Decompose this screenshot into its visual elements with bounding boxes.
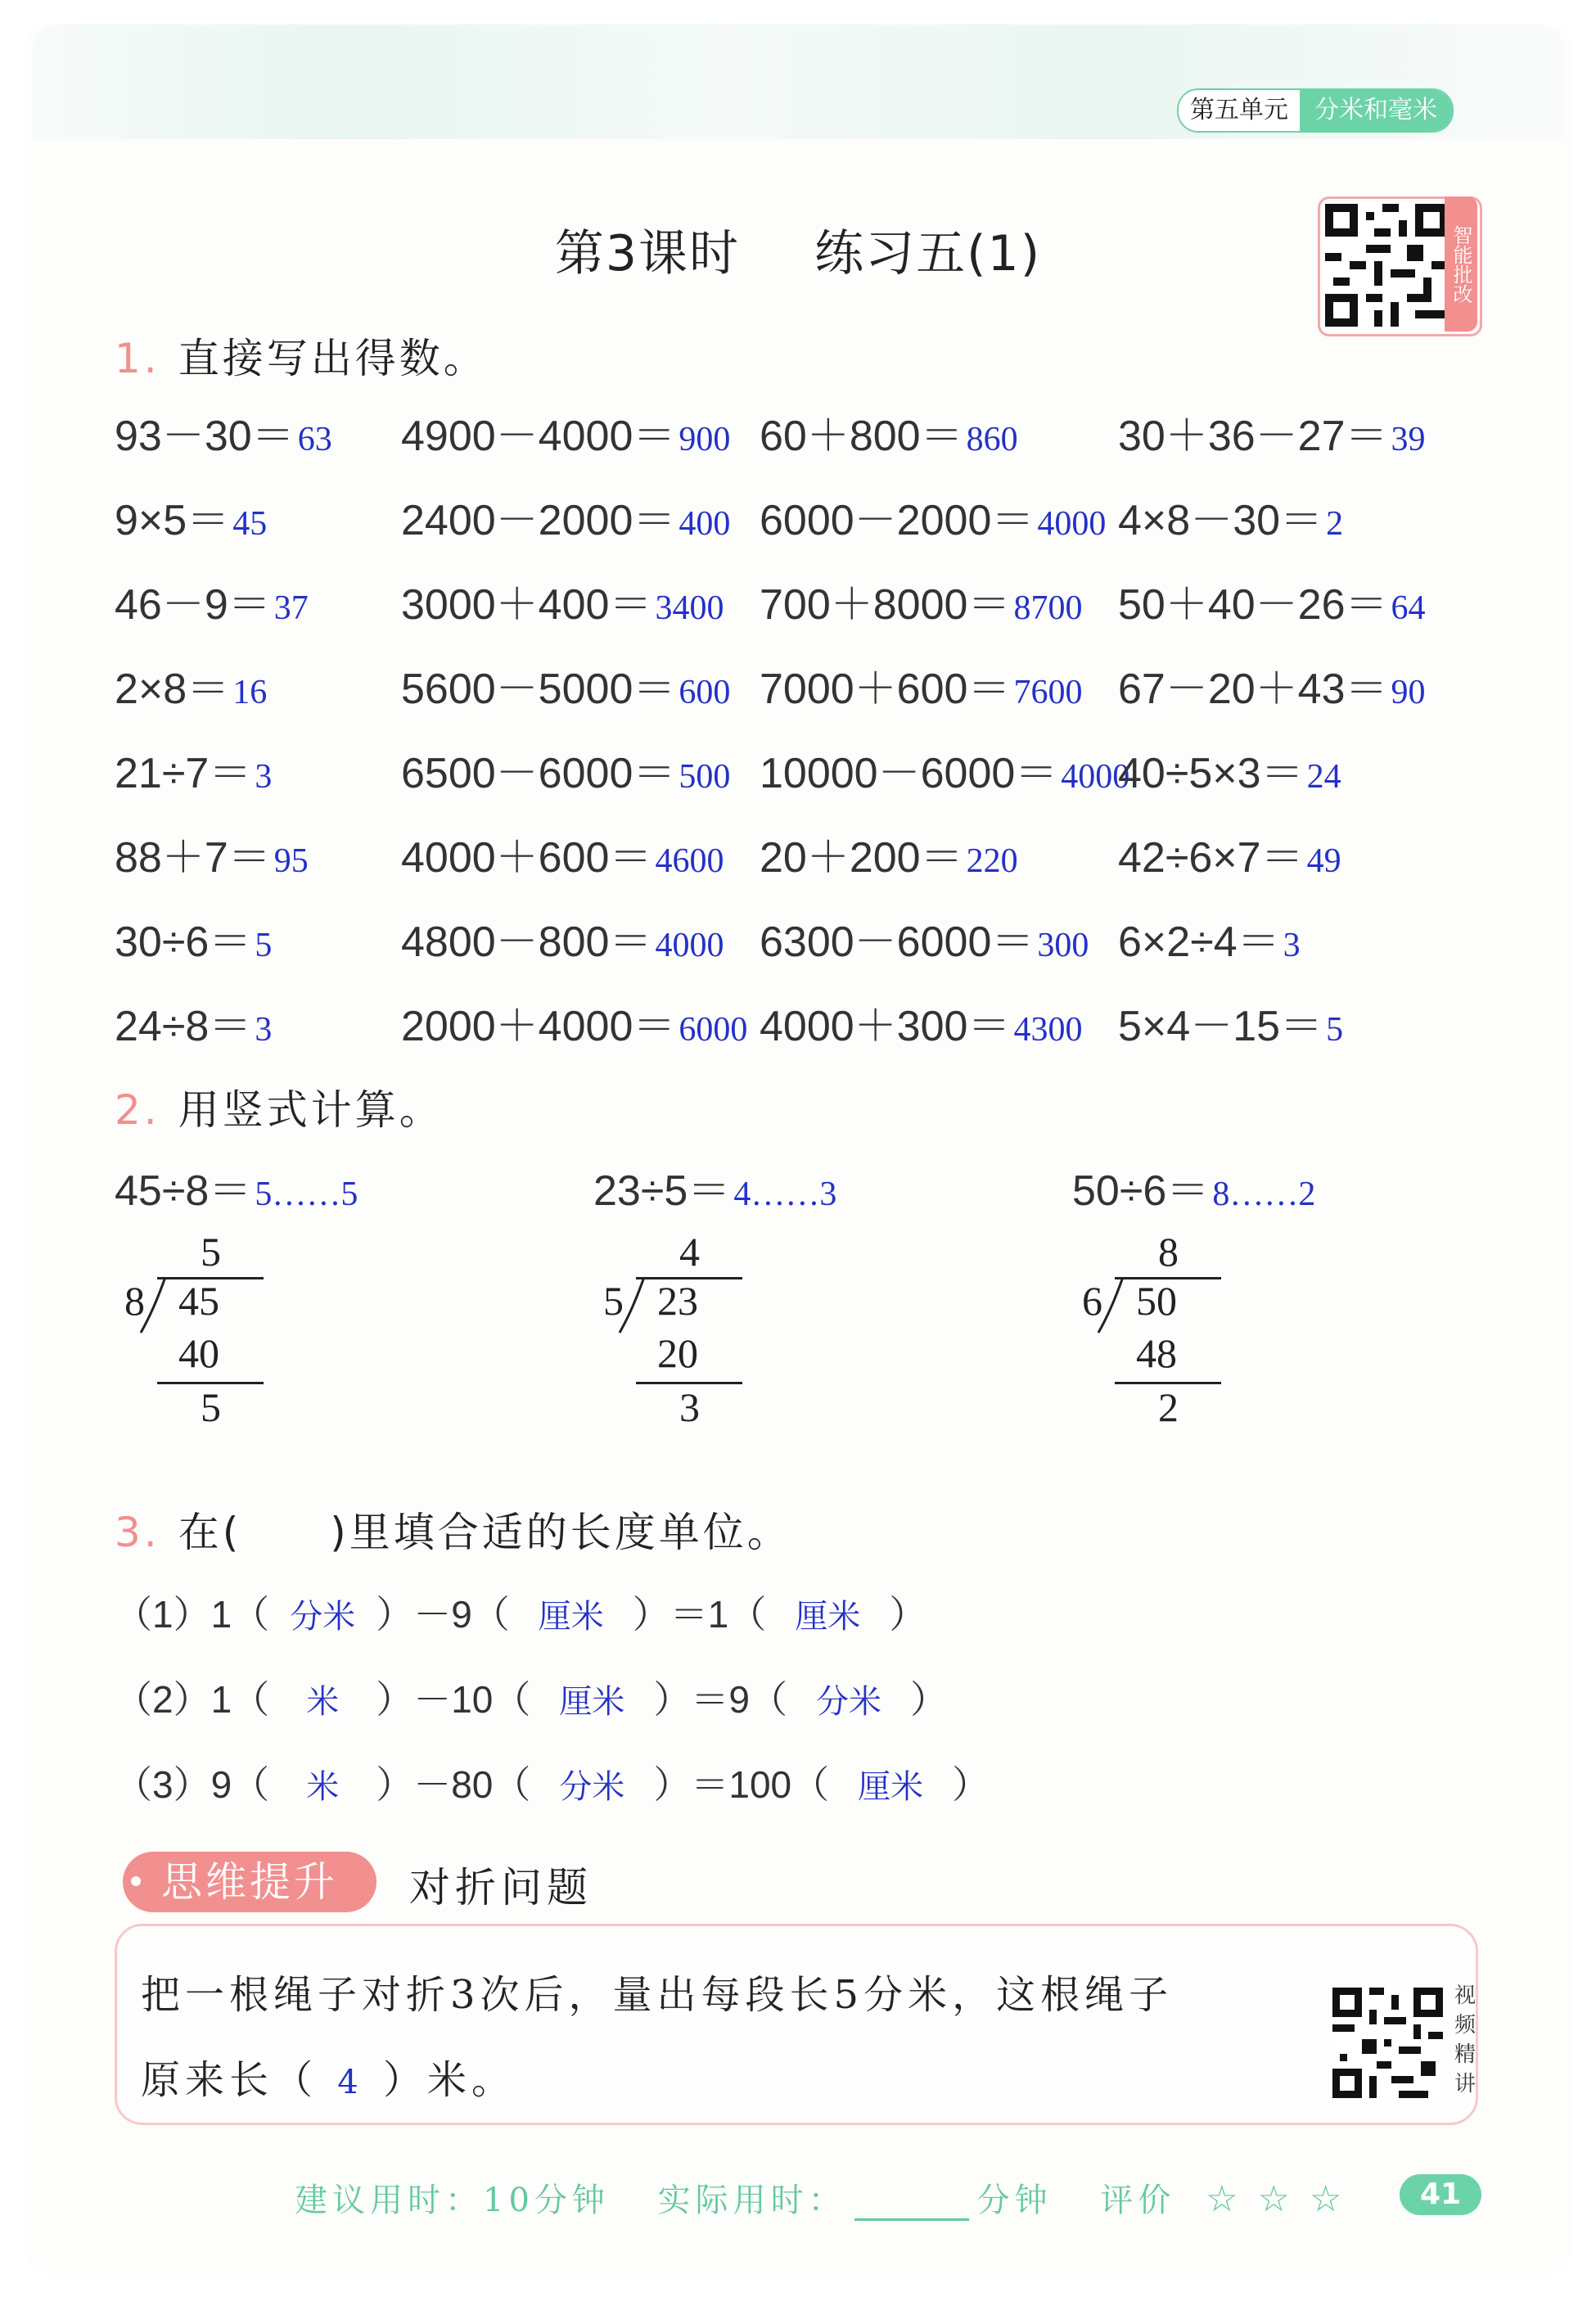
equation-answer[interactable]: 900 [679, 421, 731, 458]
equation-answer[interactable]: 6000 [679, 1011, 748, 1049]
divisor: 5 [603, 1278, 624, 1324]
quotient: 5 [201, 1229, 221, 1275]
equation-item [401, 907, 724, 968]
long-division [123, 1228, 286, 1441]
equation-answer[interactable]: 4300 [1013, 1011, 1083, 1049]
star-icon[interactable]: ☆ [1309, 2178, 1347, 2220]
item-text: ）－9（ [376, 1593, 510, 1636]
equation-item [401, 570, 724, 631]
item-text: 1（ [210, 1678, 270, 1721]
equation-expression: 60＋800＝ [760, 413, 963, 460]
equation-answer[interactable]: 300 [1037, 927, 1089, 964]
video-qr-code-icon[interactable] [1332, 1988, 1443, 2098]
equation-expression: 6300－6000＝ [760, 918, 1035, 966]
item-text: 9（ [210, 1763, 270, 1806]
equation-expression: 10000－6000＝ [760, 750, 1058, 797]
item-index: （3） [115, 1763, 211, 1806]
division-equation [115, 1156, 358, 1217]
equation-answer[interactable]: 64 [1391, 589, 1426, 627]
item-text: ） [952, 1763, 990, 1806]
actual-time-blank[interactable] [854, 2187, 969, 2221]
equation-expression: 93－30＝ [115, 413, 295, 460]
equation-item [115, 823, 309, 884]
equation-item [115, 738, 272, 800]
equation-expression: 6500－6000＝ [401, 750, 676, 797]
fill-item [115, 1755, 990, 1809]
division-bracket-icon [618, 1277, 651, 1334]
equation-answer[interactable]: 860 [966, 421, 1018, 458]
equation-answer[interactable]: 4000 [1061, 758, 1130, 796]
equation-item [115, 907, 272, 968]
equation-answer[interactable]: 600 [679, 674, 731, 711]
equation-expression: 6×2÷4＝ [1118, 918, 1280, 966]
topic-label: 分米和毫米 [1300, 90, 1452, 131]
quotient: 4 [679, 1229, 700, 1275]
equation-item [760, 738, 1129, 800]
think-line-2-prefix: 原来长（ [141, 2057, 318, 2103]
item-text: ）＝100（ [653, 1763, 830, 1806]
unit-answer[interactable]: 厘米 [795, 1598, 861, 1636]
equation-expression: 3000＋400＝ [401, 581, 652, 629]
equation-answer[interactable]: 95 [273, 842, 309, 880]
unit-answer[interactable]: 厘米 [559, 1683, 625, 1721]
equation-answer[interactable]: 8……2 [1212, 1176, 1316, 1213]
equation-expression: 20＋200＝ [760, 834, 963, 882]
product: 48 [1136, 1330, 1177, 1376]
equation-item [760, 654, 1082, 715]
unit-answer[interactable]: 分米 [559, 1768, 625, 1806]
equation-item [115, 570, 309, 631]
equation-item [401, 823, 724, 884]
unit-answer[interactable]: 分米 [815, 1683, 881, 1721]
unit-answer[interactable]: 米 [306, 1683, 340, 1721]
equation-expression: 45÷8＝ [115, 1167, 252, 1215]
equation-expression: 700＋8000＝ [760, 581, 1011, 629]
question-text: 在( )里填合适的长度单位。 [178, 1509, 791, 1556]
unit-answer[interactable]: 厘米 [538, 1598, 604, 1636]
product: 20 [657, 1330, 698, 1376]
division-equation [1072, 1156, 1315, 1217]
equation-answer[interactable]: 16 [232, 674, 268, 711]
equation-expression: 9×5＝ [115, 497, 230, 544]
lesson-name: 练习五(1) [814, 225, 1042, 282]
question-3-title [115, 1500, 791, 1559]
think-line-1: 把一根绳子对折3次后，量出每段长5分米，这根绳子 [141, 1972, 1174, 2018]
equation-item [760, 907, 1089, 968]
equation-expression: 50＋40－26＝ [1118, 581, 1388, 629]
equation-item [760, 570, 1082, 631]
equation-expression: 21÷7＝ [115, 750, 252, 797]
question-1-title [115, 326, 488, 385]
star-icon[interactable]: ☆ [1206, 2178, 1243, 2220]
equation-expression: 30÷6＝ [115, 918, 252, 966]
equation-answer[interactable]: 4600 [655, 842, 724, 880]
equation-expression: 5×4－15＝ [1118, 1003, 1323, 1050]
think-line-2-suffix: ）米。 [383, 2057, 516, 2103]
actual-time-label: 实际用时： [657, 2182, 846, 2219]
equation-item [401, 738, 730, 800]
remainder: 2 [1158, 1384, 1179, 1430]
equation-expression: 2400－2000＝ [401, 497, 676, 544]
equation-item [1118, 485, 1343, 547]
long-division [602, 1228, 765, 1441]
item-index: （1） [115, 1593, 211, 1636]
equation-item [1118, 570, 1426, 631]
equation-answer[interactable]: 45 [232, 505, 268, 543]
question-number: 2. [115, 1086, 160, 1134]
unit-tag [1177, 88, 1454, 133]
equation-answer[interactable]: 5 [1326, 1011, 1344, 1049]
equation-expression: 23÷5＝ [593, 1167, 731, 1215]
equation-expression: 2×8＝ [115, 666, 230, 713]
dividend: 45 [178, 1278, 219, 1324]
equation-item [760, 401, 1018, 463]
product: 40 [178, 1330, 219, 1376]
item-text: 1（ [210, 1593, 270, 1636]
equation-expression: 7000＋600＝ [760, 666, 1011, 713]
equation-item [1118, 991, 1343, 1053]
footer-timing [295, 2174, 1346, 2221]
badge-dot-icon [131, 1876, 141, 1886]
equation-answer[interactable]: 37 [273, 589, 309, 627]
equation-answer[interactable]: 4000 [1037, 505, 1107, 543]
equation-expression: 67－20＋43＝ [1118, 666, 1388, 713]
equation-answer[interactable]: 5……5 [255, 1176, 358, 1213]
equation-expression: 46－9＝ [115, 581, 271, 629]
unit-answer[interactable]: 厘米 [858, 1768, 924, 1806]
unit-answer[interactable]: 分米 [290, 1598, 356, 1636]
equation-answer[interactable]: 3 [255, 1011, 273, 1049]
equation-expression: 4800－800＝ [401, 918, 652, 966]
question-text: 用竖式计算。 [178, 1086, 444, 1134]
item-text: ）＝1（ [632, 1593, 767, 1636]
divisor: 6 [1082, 1278, 1102, 1324]
equation-answer[interactable]: 3 [1283, 927, 1301, 964]
long-division [1080, 1228, 1244, 1441]
video-label: 视频精讲 [1454, 1983, 1476, 2096]
think-line-2 [141, 2048, 516, 2105]
equation-answer[interactable]: 400 [679, 505, 731, 543]
equation-expression: 4900－4000＝ [401, 413, 676, 460]
equation-item [401, 401, 730, 463]
division-bracket-icon [139, 1277, 172, 1334]
equation-expression: 40÷5×3＝ [1118, 750, 1304, 797]
divisor: 8 [124, 1278, 145, 1324]
equation-item [401, 485, 730, 547]
question-number: 3. [115, 1509, 160, 1556]
equation-item [1118, 401, 1426, 463]
division-bracket-icon [1097, 1277, 1129, 1334]
equation-item [1118, 654, 1426, 715]
equation-item [115, 485, 267, 547]
question-text: 直接写出得数。 [178, 335, 488, 382]
equation-answer[interactable]: 500 [679, 758, 731, 796]
unit-answer[interactable]: 米 [306, 1768, 340, 1806]
remainder: 3 [679, 1384, 700, 1430]
equation-answer[interactable]: 7600 [1013, 674, 1083, 711]
item-text: ） [889, 1593, 927, 1636]
equation-item [760, 991, 1082, 1053]
equation-expression: 88＋7＝ [115, 834, 271, 882]
item-text: ）－10（ [376, 1678, 531, 1721]
equation-answer[interactable]: 63 [297, 421, 332, 458]
equation-expression: 24÷8＝ [115, 1003, 252, 1050]
equation-answer[interactable]: 24 [1306, 758, 1341, 796]
item-text: ）－80（ [376, 1763, 531, 1806]
question-number: 1. [115, 335, 160, 382]
item-text: ） [909, 1678, 948, 1721]
equation-answer[interactable]: 3400 [655, 589, 724, 627]
equation-expression: 4×8－30＝ [1118, 497, 1323, 544]
equation-answer[interactable]: 2 [1326, 505, 1344, 543]
equation-answer[interactable]: 8700 [1013, 589, 1083, 627]
equation-answer[interactable]: 4000 [655, 927, 724, 964]
suggest-time: 建议用时：10分钟 [295, 2182, 610, 2219]
equation-expression: 30＋36－27＝ [1118, 413, 1388, 460]
equation-item [401, 654, 730, 715]
question-2-title [115, 1077, 444, 1136]
equation-expression: 5600－5000＝ [401, 666, 676, 713]
equation-expression: 42÷6×7＝ [1118, 834, 1304, 882]
equation-answer[interactable]: 90 [1391, 674, 1426, 711]
equation-answer[interactable]: 3 [255, 758, 273, 796]
quotient: 8 [1158, 1229, 1179, 1275]
equation-expression: 4000＋300＝ [760, 1003, 1011, 1050]
equation-item [760, 485, 1106, 547]
fill-item [115, 1585, 926, 1639]
think-answer[interactable]: 4 [337, 2064, 363, 2101]
equation-expression: 2000＋4000＝ [401, 1003, 676, 1050]
item-text: ）＝9（ [653, 1678, 787, 1721]
rating-label: 评价 [1100, 2182, 1176, 2219]
think-subtitle: 对折问题 [409, 1864, 593, 1911]
qr-code-icon [1325, 204, 1448, 327]
equation-answer[interactable]: 5 [255, 927, 273, 964]
equation-answer[interactable]: 220 [966, 842, 1018, 880]
equation-answer[interactable]: 4……3 [733, 1176, 837, 1213]
equation-item [115, 991, 272, 1053]
equation-answer[interactable]: 39 [1391, 421, 1426, 458]
remainder: 5 [201, 1384, 221, 1430]
think-badge: 思维提升 [123, 1852, 376, 1912]
dividend: 50 [1136, 1278, 1177, 1324]
equation-item [115, 654, 267, 715]
fill-item [115, 1670, 948, 1724]
equation-item [1118, 907, 1301, 968]
unit-label: 第五单元 [1179, 90, 1300, 131]
equation-item [1118, 738, 1341, 800]
division-equation [593, 1156, 836, 1217]
equation-item [115, 401, 332, 463]
equation-item [401, 991, 747, 1053]
dividend: 23 [657, 1278, 698, 1324]
equation-expression: 50÷6＝ [1072, 1167, 1210, 1215]
actual-time-unit: 分钟 [976, 2182, 1053, 2219]
equation-item [1118, 823, 1341, 884]
equation-expression: 4000＋600＝ [401, 834, 652, 882]
equation-answer[interactable]: 49 [1306, 842, 1341, 880]
item-index: （2） [115, 1678, 211, 1721]
lesson-label: 第3课时 [554, 225, 741, 282]
equation-expression: 6000－2000＝ [760, 497, 1035, 544]
qr-label: 智能批改 [1445, 196, 1477, 332]
page-number: 41 [1400, 2174, 1481, 2215]
equation-item [760, 823, 1018, 884]
star-icon[interactable]: ☆ [1257, 2178, 1295, 2220]
